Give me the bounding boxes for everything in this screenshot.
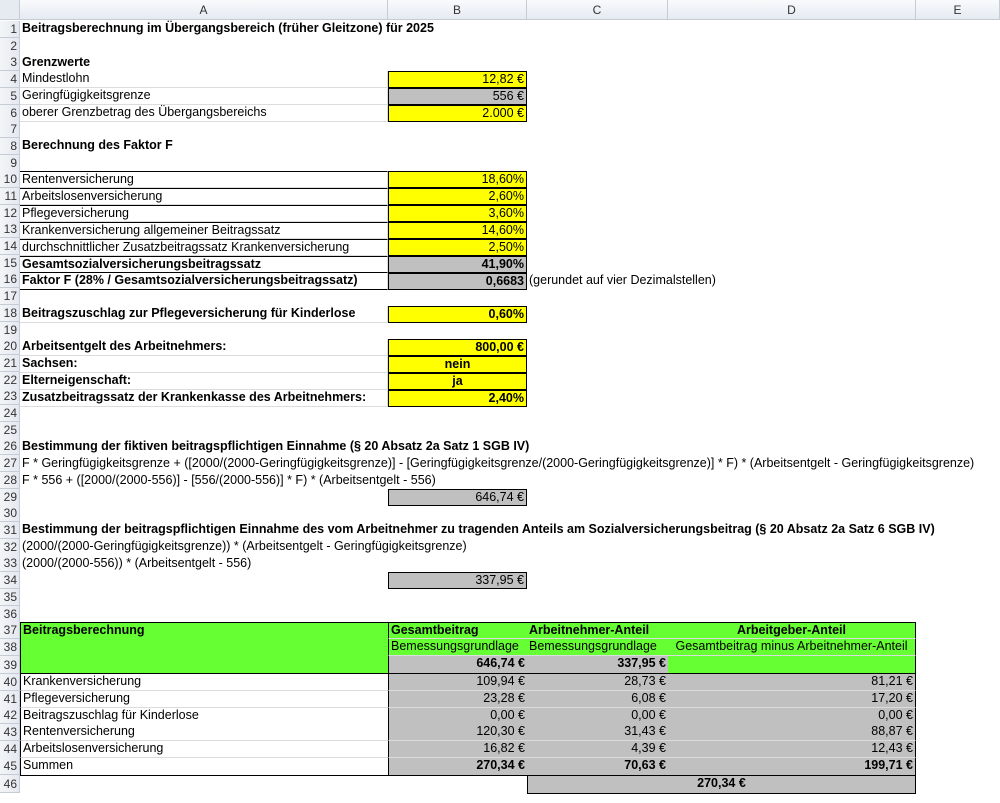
oberer-grenzbetrag-value[interactable]: 2.000 € [388, 105, 527, 122]
pv-label[interactable]: Pflegeversicherung [20, 205, 388, 222]
table-row-gesamtbeitrag[interactable]: 16,82 € [388, 741, 528, 758]
entgelt-label[interactable]: Arbeitsentgelt des Arbeitnehmers: [20, 339, 388, 356]
header-arbeitgeber-anteil[interactable]: Arbeitgeber-Anteil [668, 622, 916, 639]
pv-value[interactable]: 3,60% [388, 205, 527, 222]
zusatz-label[interactable]: durchschnittlicher Zusatzbeitragssatz Krankenversicherung [20, 239, 388, 256]
row-header-34[interactable]: 34 [0, 572, 20, 589]
base-gesamtbeitrag[interactable]: 646,74 € [388, 656, 528, 674]
sum-gesamtbeitrag[interactable]: 270,34 € [388, 758, 528, 776]
table-row-gesamtbeitrag[interactable]: 23,28 € [388, 691, 528, 708]
row-header-14[interactable]: 14 [0, 238, 20, 255]
eltern-label[interactable]: Elterneigenschaft: [20, 373, 388, 390]
row-header-8[interactable]: 8 [0, 138, 20, 155]
zusatzbeitrag-value[interactable]: 2,40% [388, 390, 527, 407]
row-header-28[interactable]: 28 [0, 472, 20, 489]
column-header-e[interactable]: E [916, 0, 1000, 20]
table-row-label[interactable]: Arbeitslosenversicherung [20, 741, 389, 758]
row-header-25[interactable]: 25 [0, 422, 20, 439]
anteil-formula-generic[interactable]: (2000/(2000-Geringfügigkeitsgrenze)) * (Arbeitsentgelt - Geringfügigkeitsgrenze) [22, 539, 467, 553]
sheet-title[interactable]: Beitragsberechnung im Übergangsbereich (früher Gleitzone) für 2025 [22, 21, 434, 35]
mindestlohn-label[interactable]: Mindestlohn [20, 71, 388, 88]
row-header-36[interactable]: 36 [0, 606, 20, 623]
row-header-16[interactable]: 16 [0, 271, 20, 288]
sachsen-label[interactable]: Sachsen: [20, 356, 388, 373]
header-arbeitnehmer-anteil[interactable]: Arbeitnehmer-Anteil [527, 622, 669, 639]
row-header-33[interactable]: 33 [0, 555, 20, 572]
grenzwerte-heading[interactable]: Grenzwerte [22, 55, 91, 69]
anteil-formula-numeric[interactable]: (2000/(2000-556)) * (Arbeitsentgelt - 556) [22, 556, 252, 570]
table-row-gesamtbeitrag[interactable]: 109,94 € [388, 674, 528, 691]
row-header-4[interactable]: 4 [0, 71, 20, 88]
row-header-43[interactable]: 43 [0, 724, 20, 741]
table-title[interactable]: Beitragsberechnung [20, 622, 389, 674]
rv-value[interactable]: 18,60% [388, 171, 527, 188]
table-row-arbeitgeber[interactable]: 17,20 € [668, 691, 916, 708]
mindestlohn-value[interactable]: 12,82 € [388, 71, 527, 88]
kv-label[interactable]: Krankenversicherung allgemeiner Beitragssatz [20, 222, 388, 239]
row-header-37[interactable]: 37 [0, 622, 20, 639]
row-header-9[interactable]: 9 [0, 155, 20, 172]
fiktiv-heading[interactable]: Bestimmung der fiktiven beitragspflichtigen Einnahme (§ 20 Absatz 2a Satz 1 SGB IV) [22, 439, 530, 453]
row-header-6[interactable]: 6 [0, 105, 20, 122]
column-header-d[interactable]: D [668, 0, 916, 20]
row-header-17[interactable]: 17 [0, 288, 20, 305]
faktor-heading[interactable]: Berechnung des Faktor F [22, 138, 173, 152]
subheader-arbeitgeber[interactable]: Gesamtbeitrag minus Arbeitnehmer-Anteil [668, 639, 916, 656]
sum-arbeitnehmer[interactable]: 70,63 € [527, 758, 669, 776]
header-gesamtbeitrag[interactable]: Gesamtbeitrag [388, 622, 528, 639]
row-header-13[interactable]: 13 [0, 221, 20, 238]
kv-value[interactable]: 14,60% [388, 222, 527, 239]
row-header-38[interactable]: 38 [0, 639, 20, 656]
gesamt-value[interactable]: 41,90% [388, 256, 527, 273]
table-row-label[interactable]: Rentenversicherung [20, 724, 389, 741]
row-header-5[interactable]: 5 [0, 88, 20, 105]
table-row-arbeitgeber[interactable]: 0,00 € [668, 708, 916, 725]
row-header-40[interactable]: 40 [0, 674, 20, 691]
table-row-arbeitnehmer[interactable]: 4,39 € [527, 741, 669, 758]
table-row-label[interactable]: Pflegeversicherung [20, 691, 389, 708]
base-arbeitgeber-empty[interactable] [668, 656, 916, 674]
row-header-46[interactable]: 46 [0, 775, 20, 793]
zuschlag-value[interactable]: 0,60% [388, 306, 527, 323]
table-row-arbeitgeber[interactable]: 88,87 € [668, 724, 916, 741]
anteil-heading[interactable]: Bestimmung der beitragspflichtigen Einnahme des vom Arbeitnehmer zu tragenden Anteils am Sozialversicherungsbeitrag (§ 20 Absatz 2a Satz 6 SGB IV) [22, 522, 935, 536]
row-header-23[interactable]: 23 [0, 388, 20, 405]
row-header-3[interactable]: 3 [0, 54, 20, 71]
row-header-42[interactable]: 42 [0, 707, 20, 724]
total-beitrag[interactable]: 270,34 € [527, 776, 916, 794]
table-row-arbeitnehmer[interactable]: 0,00 € [527, 708, 669, 725]
base-arbeitnehmer[interactable]: 337,95 € [527, 656, 669, 674]
row-header-1[interactable]: 1 [0, 21, 20, 38]
row-header-26[interactable]: 26 [0, 438, 20, 455]
row-header-29[interactable]: 29 [0, 489, 20, 506]
sachsen-value[interactable]: nein [388, 356, 527, 373]
fiktiv-formula-numeric[interactable]: F * 556 + ([2000/(2000-556)] - [556/(2000-556)] * F) * (Arbeitsentgelt - 556) [22, 473, 436, 487]
select-all-corner[interactable] [0, 0, 20, 20]
zusatzbeitrag-label[interactable]: Zusatzbeitragssatz der Krankenkasse des Arbeitnehmers: [20, 390, 388, 407]
table-row-label[interactable]: Beitragszuschlag für Kinderlose [20, 708, 389, 725]
row-header-10[interactable]: 10 [0, 171, 20, 188]
table-row-arbeitnehmer[interactable]: 28,73 € [527, 674, 669, 691]
row-header-27[interactable]: 27 [0, 455, 20, 472]
table-row-arbeitnehmer[interactable]: 6,08 € [527, 691, 669, 708]
eltern-value[interactable]: ja [388, 373, 527, 390]
zusatz-value[interactable]: 2,50% [388, 239, 527, 256]
alv-label[interactable]: Arbeitslosenversicherung [20, 188, 388, 205]
rv-label[interactable]: Rentenversicherung [20, 171, 388, 188]
fiktiv-result[interactable]: 646,74 € [388, 489, 527, 506]
sum-arbeitgeber[interactable]: 199,71 € [668, 758, 916, 776]
row-header-7[interactable]: 7 [0, 121, 20, 138]
table-row-arbeitnehmer[interactable]: 31,43 € [527, 724, 669, 741]
table-row-label[interactable]: Krankenversicherung [20, 674, 389, 691]
row-header-18[interactable]: 18 [0, 305, 20, 322]
zuschlag-label[interactable]: Beitragszuschlag zur Pflegeversicherung für Kinderlose [20, 306, 388, 323]
row-header-24[interactable]: 24 [0, 405, 20, 422]
row-header-39[interactable]: 39 [0, 656, 20, 674]
row-header-31[interactable]: 31 [0, 522, 20, 539]
geringfuegigkeit-value[interactable]: 556 € [388, 88, 527, 105]
faktor-f-note[interactable]: (gerundet auf vier Dezimalstellen) [529, 273, 716, 287]
row-header-45[interactable]: 45 [0, 757, 20, 775]
row-header-32[interactable]: 32 [0, 539, 20, 556]
row-header-11[interactable]: 11 [0, 188, 20, 205]
entgelt-value[interactable]: 800,00 € [388, 339, 527, 356]
row-header-12[interactable]: 12 [0, 205, 20, 222]
row-header-44[interactable]: 44 [0, 741, 20, 758]
oberer-grenzbetrag-label[interactable]: oberer Grenzbetrag des Übergangsbereichs [20, 105, 388, 122]
column-header-c[interactable]: C [527, 0, 668, 20]
table-row-arbeitgeber[interactable]: 81,21 € [668, 674, 916, 691]
row-header-15[interactable]: 15 [0, 255, 20, 272]
table-row-gesamtbeitrag[interactable]: 120,30 € [388, 724, 528, 741]
subheader-arbeitnehmer[interactable]: Bemessungsgrundlage [527, 639, 669, 656]
fiktiv-formula-generic[interactable]: F * Geringfügigkeitsgrenze + ([2000/(2000-Geringfügigkeitsgrenze)] - [Geringfügigkeitsgrenze/(2000-Geringfügigkeitsgrenze)] * F) * (Arbeitsentgelt - Geringfügigkeitsgrenze) [22, 456, 975, 470]
subheader-gesamtbeitrag[interactable]: Bemessungsgrundlage [388, 639, 528, 656]
row-header-21[interactable]: 21 [0, 355, 20, 372]
sum-label[interactable]: Summen [20, 758, 389, 776]
column-header-a[interactable]: A [20, 0, 388, 20]
anteil-result[interactable]: 337,95 € [388, 572, 527, 589]
faktor-f-value[interactable]: 0,6683 [388, 273, 527, 290]
row-header-30[interactable]: 30 [0, 505, 20, 522]
table-row-arbeitgeber[interactable]: 12,43 € [668, 741, 916, 758]
row-header-20[interactable]: 20 [0, 338, 20, 355]
geringfuegigkeit-label[interactable]: Geringfügigkeitsgrenze [20, 88, 388, 105]
row-header-41[interactable]: 41 [0, 691, 20, 708]
row-header-2[interactable]: 2 [0, 38, 20, 55]
gesamt-label[interactable]: Gesamtsozialversicherungsbeitragssatz [20, 256, 388, 273]
faktor-f-label[interactable]: Faktor F (28% / Gesamtsozialversicherungsbeitragssatz) [20, 273, 388, 290]
row-header-35[interactable]: 35 [0, 589, 20, 606]
column-header-b[interactable]: B [388, 0, 527, 20]
row-header-22[interactable]: 22 [0, 372, 20, 389]
alv-value[interactable]: 2,60% [388, 188, 527, 205]
table-row-gesamtbeitrag[interactable]: 0,00 € [388, 708, 528, 725]
row-header-19[interactable]: 19 [0, 322, 20, 339]
